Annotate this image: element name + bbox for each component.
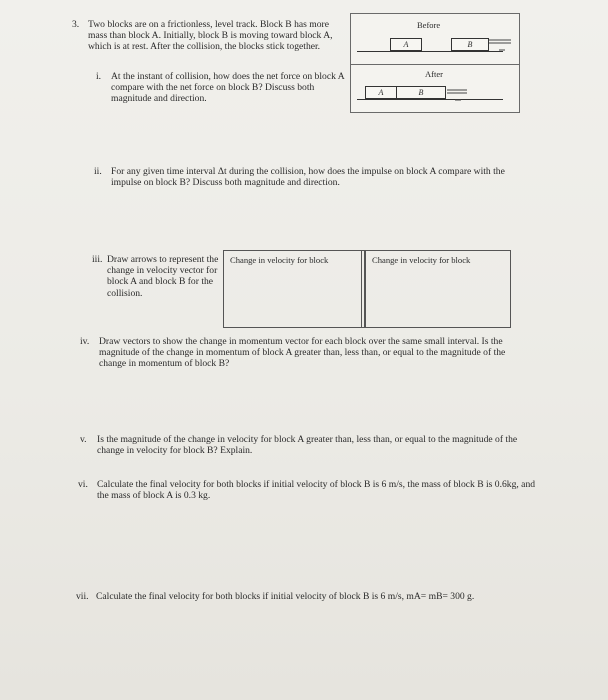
question-intro: Two blocks are on a frictionless, level track. Block B has more mass than block A. Initially, block B is moving toward block A, which is at rest. After the collision, the blocks stick together.: [88, 19, 333, 53]
table-header-block-a: Change in velocity for block: [230, 255, 329, 265]
block-b-label: B: [418, 88, 424, 97]
block-b-before: [451, 38, 489, 51]
part-iii-numeral: iii.: [92, 254, 103, 265]
block-b-answer-cell[interactable]: [367, 251, 510, 327]
part-vi-text: Calculate the final velocity for both blocks if initial velocity of block B is 6 m/s, the mass of block B is 0.6kg, and the mass of block A is 0.3 kg.: [97, 479, 536, 502]
part-ii-text: For any given time interval Δt during the collision, how does the impulse on block A compare with the impulse on block B? Discuss both magnitude and direction.: [111, 166, 505, 189]
table-header-block-b: Change in velocity for block: [372, 255, 471, 265]
part-i-numeral: i.: [96, 71, 102, 82]
motion-lines-icon: [489, 34, 515, 54]
part-v-numeral: v.: [80, 434, 87, 445]
part-iv-numeral: iv.: [80, 336, 90, 347]
velocity-change-table: [223, 250, 511, 328]
part-iii-text: Draw arrows to represent the change in velocity vector for block A and block B for the collision.: [107, 254, 219, 299]
part-iv-text: Draw vectors to show the change in momentum vector for each block over the same small interval. Is the magnitude of the change in momentum of block A greater than, less than, or equal to the magnitude of the change in momentum of block B?: [99, 336, 506, 370]
block-b-label: B: [467, 40, 473, 49]
block-b-after: [396, 86, 446, 99]
part-i-text: At the instant of collision, how does the net force on block A compare with the net force on block B? Discuss both magnitude and direction.: [111, 71, 345, 105]
before-label: Before: [417, 20, 441, 30]
block-a-label: A: [378, 88, 384, 97]
after-label: After: [425, 69, 443, 79]
block-a-before: [390, 38, 422, 51]
part-vi-numeral: vi.: [78, 479, 88, 490]
track-before: [357, 51, 503, 52]
block-a-label: A: [403, 40, 409, 49]
track-after: [357, 99, 503, 100]
part-v-text: Is the magnitude of the change in velocity for block A greater than, less than, or equal to the magnitude of the change in velocity for block B? Explain.: [97, 434, 518, 457]
question-number: 3.: [72, 19, 80, 30]
part-vii-text: Calculate the final velocity for both blocks if initial velocity of block B is 6 m/s, mA= mB= 300 g.: [96, 591, 475, 602]
collision-diagram: [350, 13, 520, 113]
part-ii-numeral: ii.: [94, 166, 102, 177]
column-divider: [364, 251, 366, 327]
motion-lines-icon: [447, 84, 471, 104]
diagram-divider: [351, 64, 519, 65]
block-a-after: [365, 86, 397, 99]
part-vii-numeral: vii.: [76, 591, 89, 602]
